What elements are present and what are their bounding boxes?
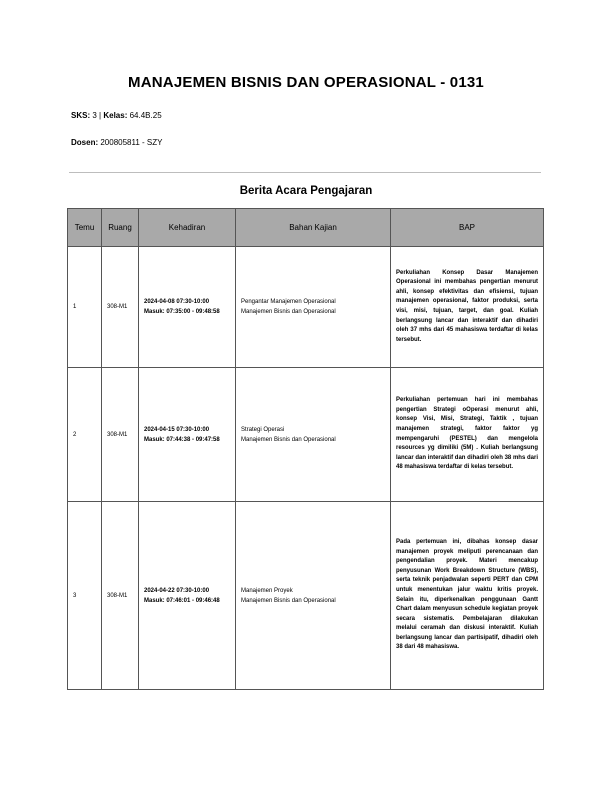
- header-ruang: Ruang: [102, 209, 139, 247]
- cell-bahan-kajian: [236, 247, 391, 368]
- bahan-topic: Manajemen Proyek: [241, 587, 293, 594]
- cell-bahan-kajian: [236, 502, 391, 690]
- kehadiran-schedule: 2024-04-22 07:30-10:00: [144, 587, 210, 594]
- cell-ruang: 308-M1: [102, 502, 139, 690]
- section-title: Berita Acara Pengajaran: [239, 185, 373, 197]
- kehadiran-masuk: Masuk: 07:44:38 - 09:47:58: [144, 436, 220, 443]
- cell-bap: Perkuliahan Konsep Dasar Manajemen Operasional ini membahas pengertian menurut ahli, konsep efektivitas dan efisiensi, tujuan manajemen operasional, faktor produksi, serta visi, misi, tujuan, target, dan goal. Kuliah berlangsung lancar dan interaktif dan dihadiri oleh 37 mhs dari 45 mahasiswa terdaftar di kelas tersebut.: [391, 247, 544, 368]
- section-divider: [69, 172, 541, 173]
- cell-kehadiran: [139, 368, 236, 502]
- table-header-row: [68, 209, 544, 247]
- kelas-label: Kelas:: [103, 111, 128, 120]
- kehadiran-schedule: 2024-04-08 07:30-10:00: [144, 299, 210, 305]
- lecturer-meta: [71, 138, 162, 147]
- header-bap: BAP: [391, 209, 544, 247]
- kehadiran-masuk: Masuk: 07:46:01 - 09:46:48: [144, 597, 220, 604]
- cell-kehadiran: [139, 502, 236, 690]
- course-meta: [71, 111, 162, 120]
- kelas-value: 64.4B.25: [129, 111, 162, 120]
- bahan-course: Manajemen Bisnis dan Operasional: [241, 597, 336, 604]
- kehadiran-schedule: 2024-04-15 07:30-10:00: [144, 426, 210, 433]
- document-title: MANAJEMEN BISNIS DAN OPERASIONAL - 0131: [128, 74, 484, 91]
- cell-bap: Pada pertemuan ini, dibahas konsep dasar manajemen proyek meliputi perencanaan dan pengendalian proyek. Materi mencakup penyusunan Work Breakdown Structure (WBS), serta teknik penjadwalan seperti PERT dan CPM untuk menentukan jalur waktu kritis proyek. Selain itu, diperkenalkan penggunaan Gantt Chart dalam menyusun schedule kegiatan proyek secara sistematis. Pembelajaran dilakukan melalui ceramah dan diskusi interaktif. Kuliah berlangsung lancar dan partisipatif, dihadiri oleh 38 dari 48 mahasiswa.: [391, 502, 544, 690]
- bahan-course: Manajemen Bisnis dan Operasional: [241, 436, 336, 443]
- sks-value: 3: [92, 111, 97, 120]
- cell-ruang: 308-M1: [102, 247, 139, 368]
- cell-bahan-kajian: [236, 368, 391, 502]
- table-row: [68, 247, 544, 368]
- cell-kehadiran: [139, 247, 236, 368]
- header-kehadiran: Kehadiran: [139, 209, 236, 247]
- sks-label: SKS:: [71, 111, 91, 120]
- table-row: [68, 502, 544, 690]
- table-row: [68, 368, 544, 502]
- dosen-label: Dosen:: [71, 138, 99, 147]
- cell-bap: Perkuliahan pertemuan hari ini membahas pengertian Strategi oOperasi menurut ahli, konsep Visi, Misi, Strategi, Taktik , tujuan manajemen strategi, faktor faktor yg mempengaruhi (PESTEL) dan mengelola resources yg dimiliki (5M) . Kuliah berlangsung lancar dan interaktif dan dihadiri oleh 38 mhs dari 48 mahasiswa terdaftar di kelas tersebut.: [391, 368, 544, 502]
- bahan-topic: Strategi Operasi: [241, 426, 285, 433]
- header-bahan-kajian: Bahan Kajian: [236, 209, 391, 247]
- cell-temu: 3: [68, 502, 102, 690]
- meta-separator: |: [99, 111, 102, 120]
- cell-ruang: 308-M1: [102, 368, 139, 502]
- bahan-topic: Pengantar Manajemen Operasional: [241, 299, 336, 305]
- cell-temu: 1: [68, 247, 102, 368]
- dosen-value: 200805811 - SZY: [100, 138, 163, 147]
- header-temu: Temu: [68, 209, 102, 247]
- kehadiran-masuk: Masuk: 07:35:00 - 09:48:58: [144, 309, 220, 315]
- bahan-course: Manajemen Bisnis dan Operasional: [241, 309, 336, 315]
- cell-temu: 2: [68, 368, 102, 502]
- bap-table: [67, 208, 544, 690]
